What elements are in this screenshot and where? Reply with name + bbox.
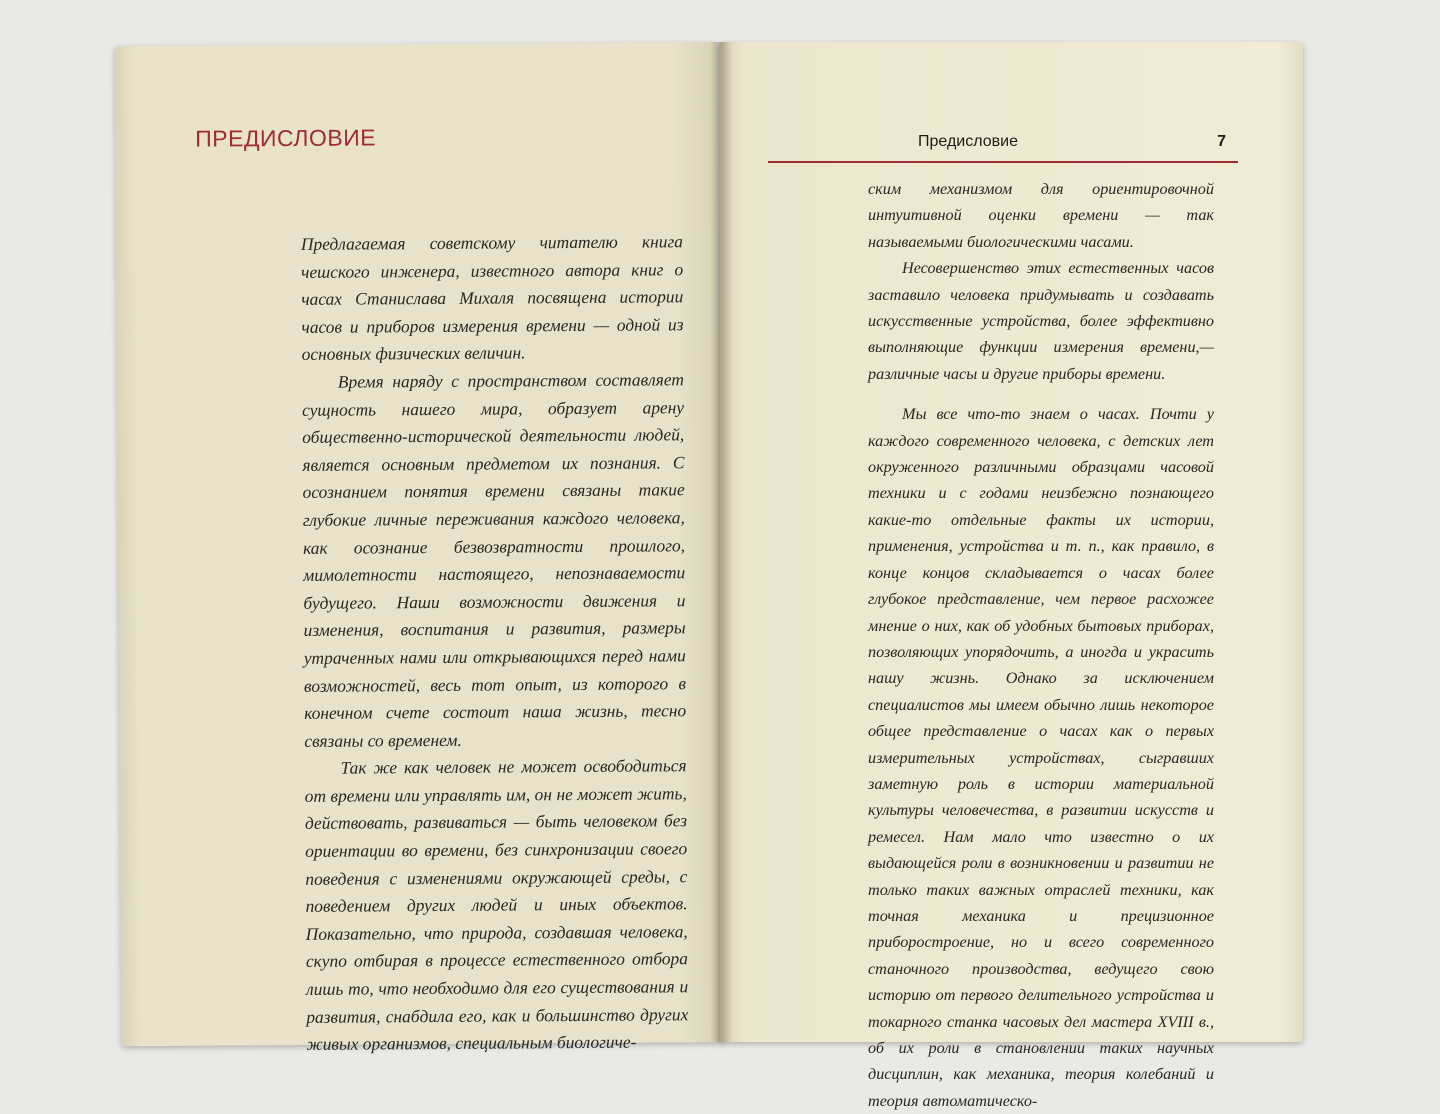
book-gutter [710, 42, 732, 1042]
paragraph: ским механизмом для ориентировочной интуитивной оценки времени — так называемыми биологическими часами. [868, 176, 1214, 255]
left-page [115, 42, 724, 1046]
right-page [720, 42, 1303, 1042]
section-title: ПРЕДИСЛОВИЕ [195, 124, 376, 152]
running-title: Предисловие [918, 133, 1018, 151]
paragraph: Так же как человек не может освободиться от времени или управлять им, он не может жить, действовать, развиваться — быть человеком без ориентации во времени, без синхронизации своего поведения с изменениями окружающей среды, с поведением других людей и иных объектов. Показательно, что природа, создавшая человека, скупо отбирая в процессе естественного отбора лишь то, что необходимо для его существования и развития, снабдила его, как и большинство других живых организмов, специальным биологиче- [304, 753, 688, 1059]
page-number: 7 [1217, 133, 1226, 151]
open-book [118, 42, 1303, 1042]
running-header [768, 133, 1238, 163]
left-page-body [301, 228, 689, 1058]
paragraph: Мы все что-то знаем о часах. Почти у каждого современного человека, с детских лет окруженного различными образцами часовой техники и с годами неизбежно познающего какие-то отдельные факты их истории, применения, устройства и т. п., как правило, в конце концов складывается о часах более глубокое представление, чем первое расхожее мнение о них, как об удобных бытовых приборах, позволяющих упорядочить, а иногда и украсить нашу жизнь. Однако за исключением специалистов мы имеем обычно лишь некоторое общее представление о часах как о первых измерительных устройствах, сыгравших заметную роль в истории материальной культуры человечества, в развитии искусств и ремесел. Нам мало что известно о их выдающейся роли в возникновении и развитии не только таких важных отраслей техники, как точная механика и прецизионное приборостроение, но и всего современного станочного производства, ведущего свою историю от первого делительного устройства и токарного станка часовых дел мастера XVIII в., об их роли в становлении таких научных дисциплин, как механика, теория колебаний и теория автоматическо- [868, 401, 1214, 1114]
paragraph: Несовершенство этих естественных часов заставило человека придумывать и создавать искусственные устройства, более эффективно выполняющие функции измерения времени,— различные часы и другие приборы времени. [868, 255, 1214, 387]
paragraph: Время наряду с пространством составляет сущность нашего мира, образует арену общественно-исторической деятельности людей, является основным предметом их познания. С осознанием понятия времени связаны такие глубокие личные переживания каждого человека, как осознание безвозвратности прошлого, мимолетности настоящего, непознаваемости будущего. Наши возможности движения и изменения, воспитания и развития, размеры утраченных нами или открывающихся перед нами возможностей, весь тот опыт, из которого в конечном счете состоит наша жизнь, тесно связаны со временем. [302, 366, 687, 755]
paragraph: Предлагаемая советскому читателю книга чешского инженера, известного автора книг о часах Станислава Михаля посвящена истории часов и приборов измерения времени — одной из основных физических величин. [301, 228, 684, 369]
right-page-body [868, 176, 1214, 1114]
